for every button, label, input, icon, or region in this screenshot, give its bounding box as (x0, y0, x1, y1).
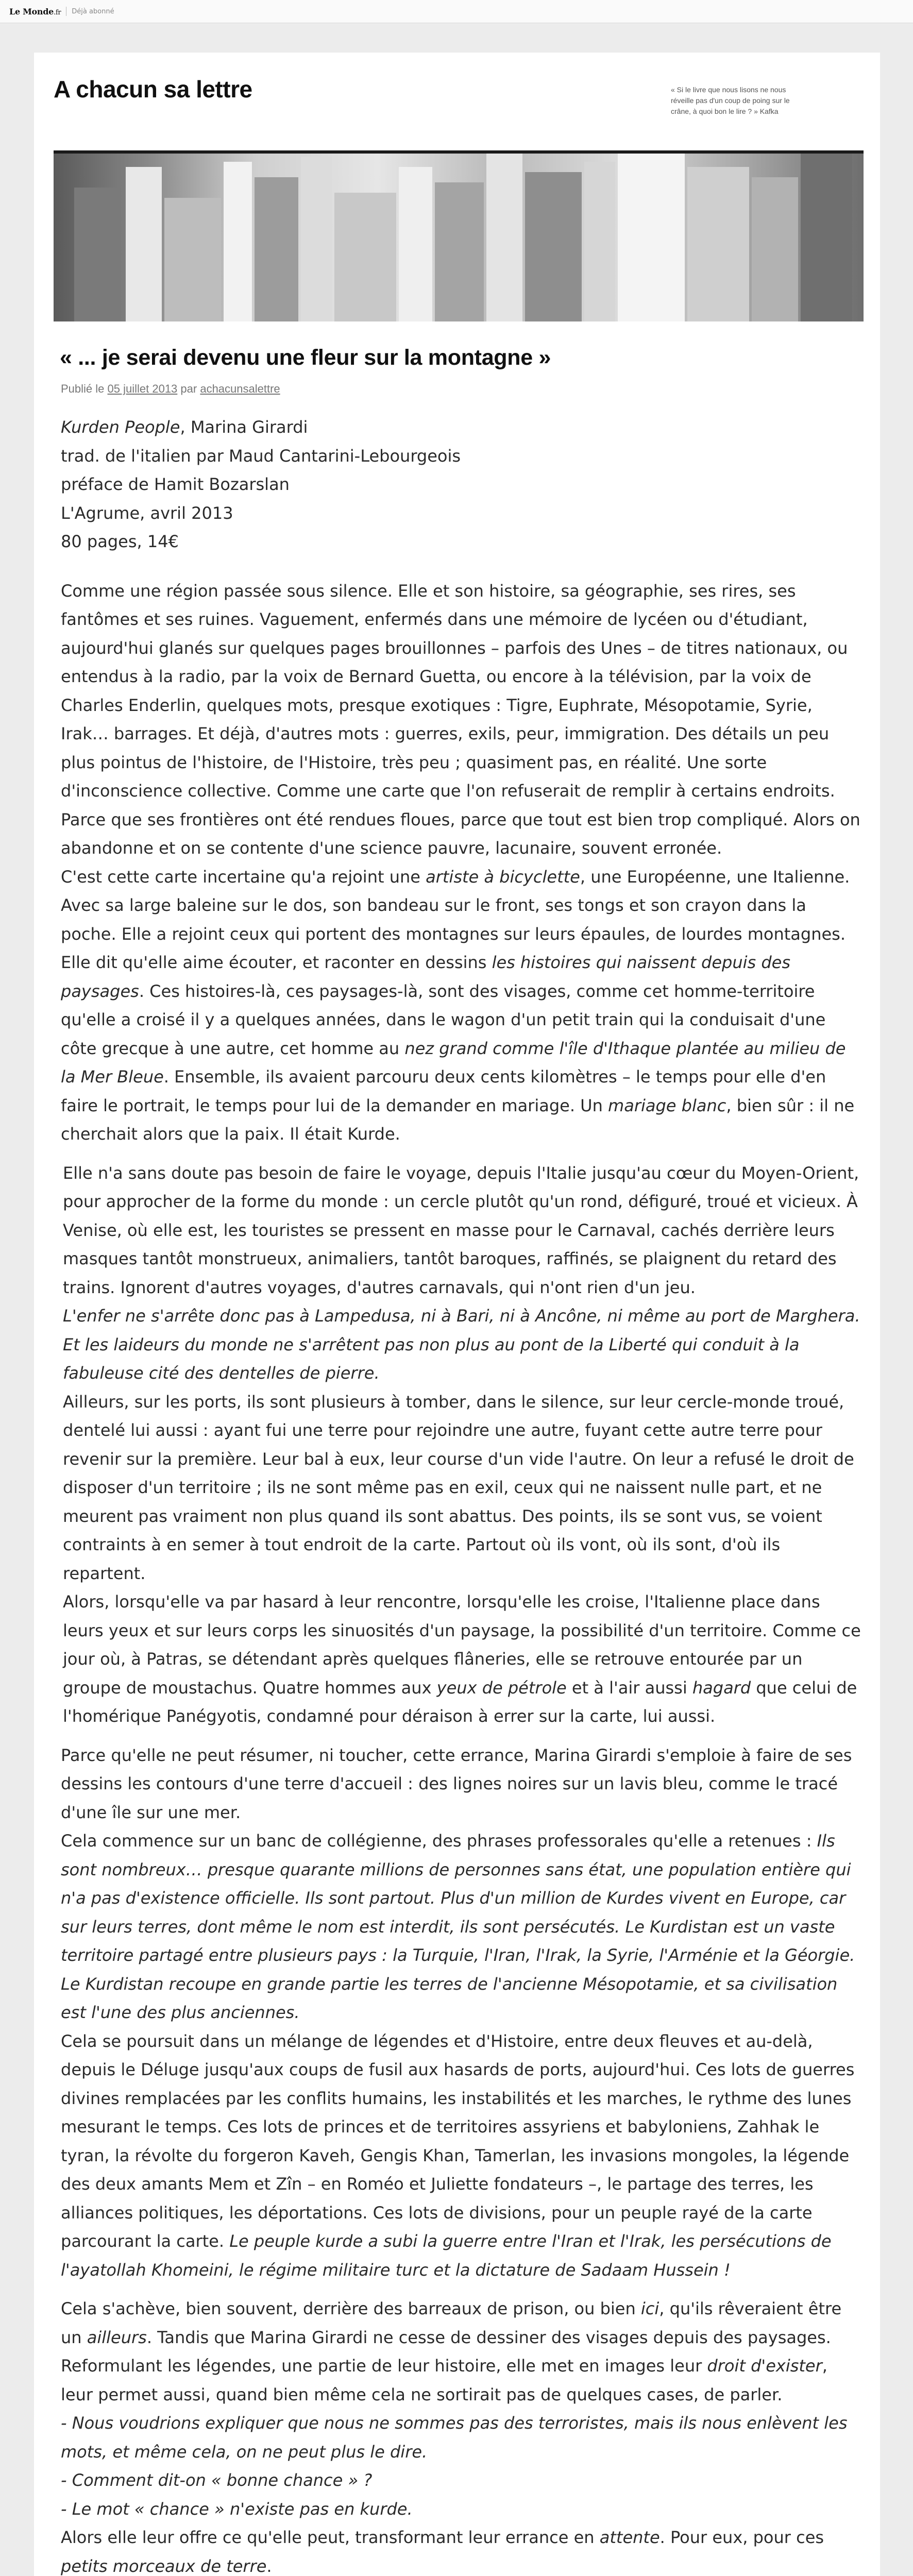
blog-title[interactable]: A chacun sa lettre (54, 76, 252, 103)
subscriber-link[interactable]: Déjà abonné (72, 7, 114, 15)
post-meta: Publié le 05 juillet 2013 par achacunsalettre (61, 382, 280, 395)
lemonde-logo[interactable]: Le Monde.fr (9, 6, 61, 16)
blog-page (34, 53, 880, 2576)
header-banner-image (54, 154, 864, 321)
post-content (61, 413, 865, 2576)
paragraph: Elle n'a sans doute pas besoin de faire le voyage, depuis l'Italie jusqu'au cœur du Moyen-Orient, pour approcher de la forme du monde : un cercle plutôt qu'un rond, défiguré, troué et vicieux. À Venise, où elle est, les touristes se pressent en masse pour le Carnaval, cachés derrière leurs masques tantôt monstrueux, animaliers, tantôt baroques, raffinés, se plaignent du retard des trains. Ignorent d'autres voyages, d'autres carnavals, qui n'ont rien d'un jeu. L'enfer ne s'arrête donc pas à Lampedusa, ni à Bari, ni à Ancône, ni même au port de Marghera. Et les laideurs du monde ne s'arrêtent pas non plus au pont de la Liberté qui conduit à la fabuleuse cité des dentelles de pierre. Ailleurs, sur les ports, ils sont plusieurs à tomber, dans le silence, sur leur cercle-monde troué, dentelé lui aussi : ayant fui une terre pour rejoindre une autre, fuyant cette autre terre pour revenir sur la première. Leur bal à eux, leur course d'un vide l'autre. On leur a refusé le droit de disposer d'un territoire ; ils ne sont même pas en exil, ceux qui ne naissent nulle part, et ne meurent pas vraiment non plus quand ils sont abattus. Des points, ils se sont vus, se voient contraints à en semer à tout endroit de la carte. Partout où ils vont, où ils sont, d'où ils repartent. Alors, lorsqu'elle va par hasard à leur rencontre, lorsqu'elle les croise, l'Italienne place dans leurs yeux et sur leurs corps les sinuosités d'un paysage, la possibilité d'un territoire. Comme ce jour où, à Patras, se détendant après quelques flâneries, elle se retrouve entourée par un groupe de moustachus. Quatre hommes aux yeux de pétrole et à l'air aussi hagard que celui de l'homérique Panégyotis, condamné pour déraison à errer sur la carte, lui aussi. (63, 1163, 861, 1726)
top-bar (0, 0, 913, 23)
post-date-link[interactable]: 05 juillet 2013 (107, 382, 178, 395)
paragraph: Cela s'achève, bien souvent, derrière des barreaux de prison, ou bien ici, qu'ils rêveraient être un ailleurs. Tandis que Marina Girardi ne cesse de dessiner des visages depuis des paysages. Reformulant les légendes, une partie de leur histoire, elle met en images leur droit d'exister, leur permet aussi, quand bien même cela ne sortirait pas de quelques cases, de parler. - Nous voudrions expliquer que nous ne sommes pas des terroristes, mais ils nous enlèvent les mots, et même cela, on ne peut plus le dire. - Comment dit-on « bonne chance » ? - Le mot « chance » n'existe pas en kurde. Alors elle leur offre ce qu'elle peut, transformant leur errance en attente. Pour eux, pour ces petits morceaux de terre. (61, 2299, 848, 2576)
book-info: Kurden People, Marina Girardi trad. de l'italien par Maud Cantarini-Lebourgeois préface de Hamit Bozarslan L'Agrume, avril 2013 80 pages, 14€ (61, 417, 461, 551)
paragraph: Comme une région passée sous silence. Elle et son histoire, sa géographie, ses rires, ses fantômes et ses ruines. Vaguement, enfermés dans une mémoire de lycéen ou d'étudiant, aujourd'hui glanés sur quelques pages brouillonnes – parfois des Unes – de titres nationaux, ou entendus à la radio, par la voix de Bernard Guetta, ou encore à la télévision, par la voix de Charles Enderlin, quelques mots, presque exotiques : Tigre, Euphrate, Mésopotamie, Syrie, Irak… barrages. Et déjà, d'autres mots : guerres, exils, peur, immigration. Des détails un peu plus pointus de l'histoire, de l'Histoire, très peu ; quasiment pas, en réalité. Une sorte d'inconscience collective. Comme une carte que l'on refuserait de remplir à certains endroits. Parce que ses frontières ont été rendues floues, parce que tout est bien trop compliqué. Alors on abandonne et on se contente d'une science pauvre, lacunaire, souvent erronée. C'est cette carte incertaine qu'a rejoint une artiste à bicyclette, une Européenne, une Italienne. Avec sa large baleine sur le dos, son bandeau sur le front, ses tongs et son crayon dans la poche. Elle a rejoint ceux qui portent des montagnes sur leurs épaules, de lourdes montagnes. Elle dit qu'elle aime écouter, et raconter en dessins les histoires qui naissent depuis des paysages. Ces histoires-là, ces paysages-là, sont des visages, comme cet homme-territoire qu'elle a croisé il y a quelques années, dans le wagon d'un petit train qui la conduisait d'une côte grecque à une autre, cet homme au nez grand comme l'île d'Ithaque plantée au milieu de la Mer Bleue. Ensemble, ils avaient parcouru deux cents kilomètres – le temps pour elle d'en faire le portrait, le temps pour lui de la demander en mariage. Un mariage blanc, bien sûr : il ne cherchait alors que la paix. Il était Kurde. (61, 581, 860, 1144)
paragraph: Parce qu'elle ne peut résumer, ni toucher, cette errance, Marina Girardi s'emploie à faire de ses dessins les contours d'une terre d'accueil : des lignes noires sur un lavis bleu, comme le tracé d'une île sur une mer. Cela commence sur un banc de collégienne, des phrases professorales qu'elle a retenues : Ils sont nombreux… presque quarante millions de personnes sans état, une population entière qui n'a pas d'existence officielle. Ils sont partout. Plus d'un million de Kurdes vivent en Europe, car sur leurs terres, dont même le nom est interdit, ils sont persécutés. Le Kurdistan est un vaste territoire partagé entre plusieurs pays : la Turquie, l'Iran, l'Irak, la Syrie, l'Arménie et la Géorgie. Le Kurdistan recoupe en grande partie les terres de l'ancienne Mésopotamie, et sa civilisation est l'une des plus anciennes. Cela se poursuit dans un mélange de légendes et d'Histoire, entre deux fleuves et au-delà, depuis le Déluge jusqu'aux coups de fusil aux hasards de ports, aujourd'hui. Ces lots de guerres divines remplacées par les conflits humains, les instabilités et les marches, le rythme des lunes mesurant le temps. Ces lots de princes et de territoires assyriens et babyloniens, Zahhak le tyran, la révolte du forgeron Kaveh, Gengis Khan, Tamerlan, les invasions mongoles, la légende des deux amants Mem et Zîn – en Roméo et Juliette fondateurs –, le partage des terres, les alliances politiques, les déportations. Ces lots de divisions, pour un peuple rayé de la carte parcourant la carte. Le peuple kurde a subi la guerre entre l'Iran et l'Irak, les persécutions de l'ayatollah Khomeini, le régime militaire turc et la dictature de Sadaam Hussein ! (61, 1745, 855, 2280)
post-author-link[interactable]: achacunsalettre (200, 382, 280, 395)
post-title[interactable]: « ... je serai devenu une fleur sur la montagne » (60, 345, 551, 370)
blog-tagline-quote: « Si le livre que nous lisons ne nous réveille pas d'un coup de poing sur le crâne, à quoi bon le lire ? » Kafka (671, 86, 790, 115)
